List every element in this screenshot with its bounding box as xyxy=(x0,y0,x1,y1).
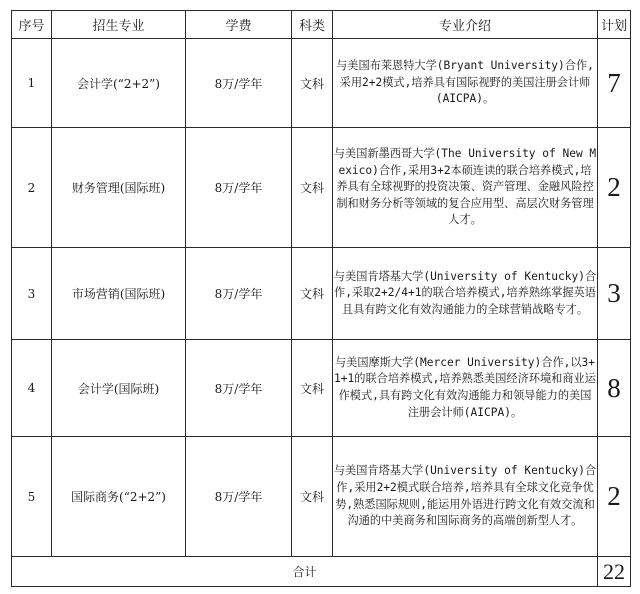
row-category: 文科 xyxy=(292,39,333,128)
row-plan: 2 xyxy=(598,437,631,557)
table-row xyxy=(12,128,631,248)
total-value: 22 xyxy=(598,557,631,587)
header-intro: 专业介绍 xyxy=(333,11,598,39)
row-intro: 与美国肯塔基大学(University of Kentucky)合作,采取2+2/4+1的联合培养模式,培养熟练掌握英语且具有跨文化有效沟通能力的全球营销战略专才。 xyxy=(333,248,598,340)
table-row xyxy=(12,340,631,437)
row-category: 文科 xyxy=(292,437,333,557)
row-seq: 5 xyxy=(12,437,52,557)
row-fee: 8万/学年 xyxy=(186,128,292,248)
row-category: 文科 xyxy=(292,340,333,437)
row-intro: 与美国新墨西哥大学(The University of New Mexico)合作,采用3+2本硕连读的联合培养模式,培养具有全球视野的投资决策、资产管理、金融风险控制和财务分析等领域的复合应用型、高层次财务管理人才。 xyxy=(333,128,598,248)
row-plan: 7 xyxy=(598,39,631,128)
row-fee: 8万/学年 xyxy=(186,340,292,437)
row-fee: 8万/学年 xyxy=(186,248,292,340)
header-category: 科类 xyxy=(292,11,333,39)
admissions-table xyxy=(11,10,631,587)
total-label: 合计 xyxy=(12,557,598,587)
table-row xyxy=(12,437,631,557)
row-major: 会计学(“2+2”) xyxy=(52,39,186,128)
row-seq: 4 xyxy=(12,340,52,437)
header-seq: 序号 xyxy=(12,11,52,39)
row-plan: 3 xyxy=(598,248,631,340)
row-fee: 8万/学年 xyxy=(186,437,292,557)
row-fee: 8万/学年 xyxy=(186,39,292,128)
row-seq: 1 xyxy=(12,39,52,128)
table-header-row xyxy=(12,11,631,39)
row-plan: 2 xyxy=(598,128,631,248)
row-category: 文科 xyxy=(292,248,333,340)
row-intro: 与美国摩斯大学(Mercer University)合作,以3+1+1的联合培养模式,培养熟悉美国经济环境和商业运作模式,具有跨文化有效沟通能力和领导能力的美国注册会计师(AICPA)。 xyxy=(333,340,598,437)
total-row xyxy=(12,557,631,587)
header-fee: 学费 xyxy=(186,11,292,39)
table-row xyxy=(12,248,631,340)
row-plan: 8 xyxy=(598,340,631,437)
table-row xyxy=(12,39,631,128)
row-seq: 2 xyxy=(12,128,52,248)
row-intro: 与美国肯塔基大学(University of Kentucky)合作,采用2+2模式联合培养,培养具有全球文化竞争优势,熟悉国际规则,能运用外语进行跨文化有效交流和沟通的中美商务和国际商务的高端创新型人才。 xyxy=(333,437,598,557)
row-category: 文科 xyxy=(292,128,333,248)
row-major: 会计学(国际班) xyxy=(52,340,186,437)
row-major: 财务管理(国际班) xyxy=(52,128,186,248)
row-intro: 与美国布莱恩特大学(Bryant University)合作,采用2+2模式,培养具有国际视野的美国注册会计师(AICPA)。 xyxy=(333,39,598,128)
header-major: 招生专业 xyxy=(52,11,186,39)
row-major: 国际商务(“2+2”) xyxy=(52,437,186,557)
row-seq: 3 xyxy=(12,248,52,340)
header-plan: 计划 xyxy=(598,11,631,39)
row-major: 市场营销(国际班) xyxy=(52,248,186,340)
